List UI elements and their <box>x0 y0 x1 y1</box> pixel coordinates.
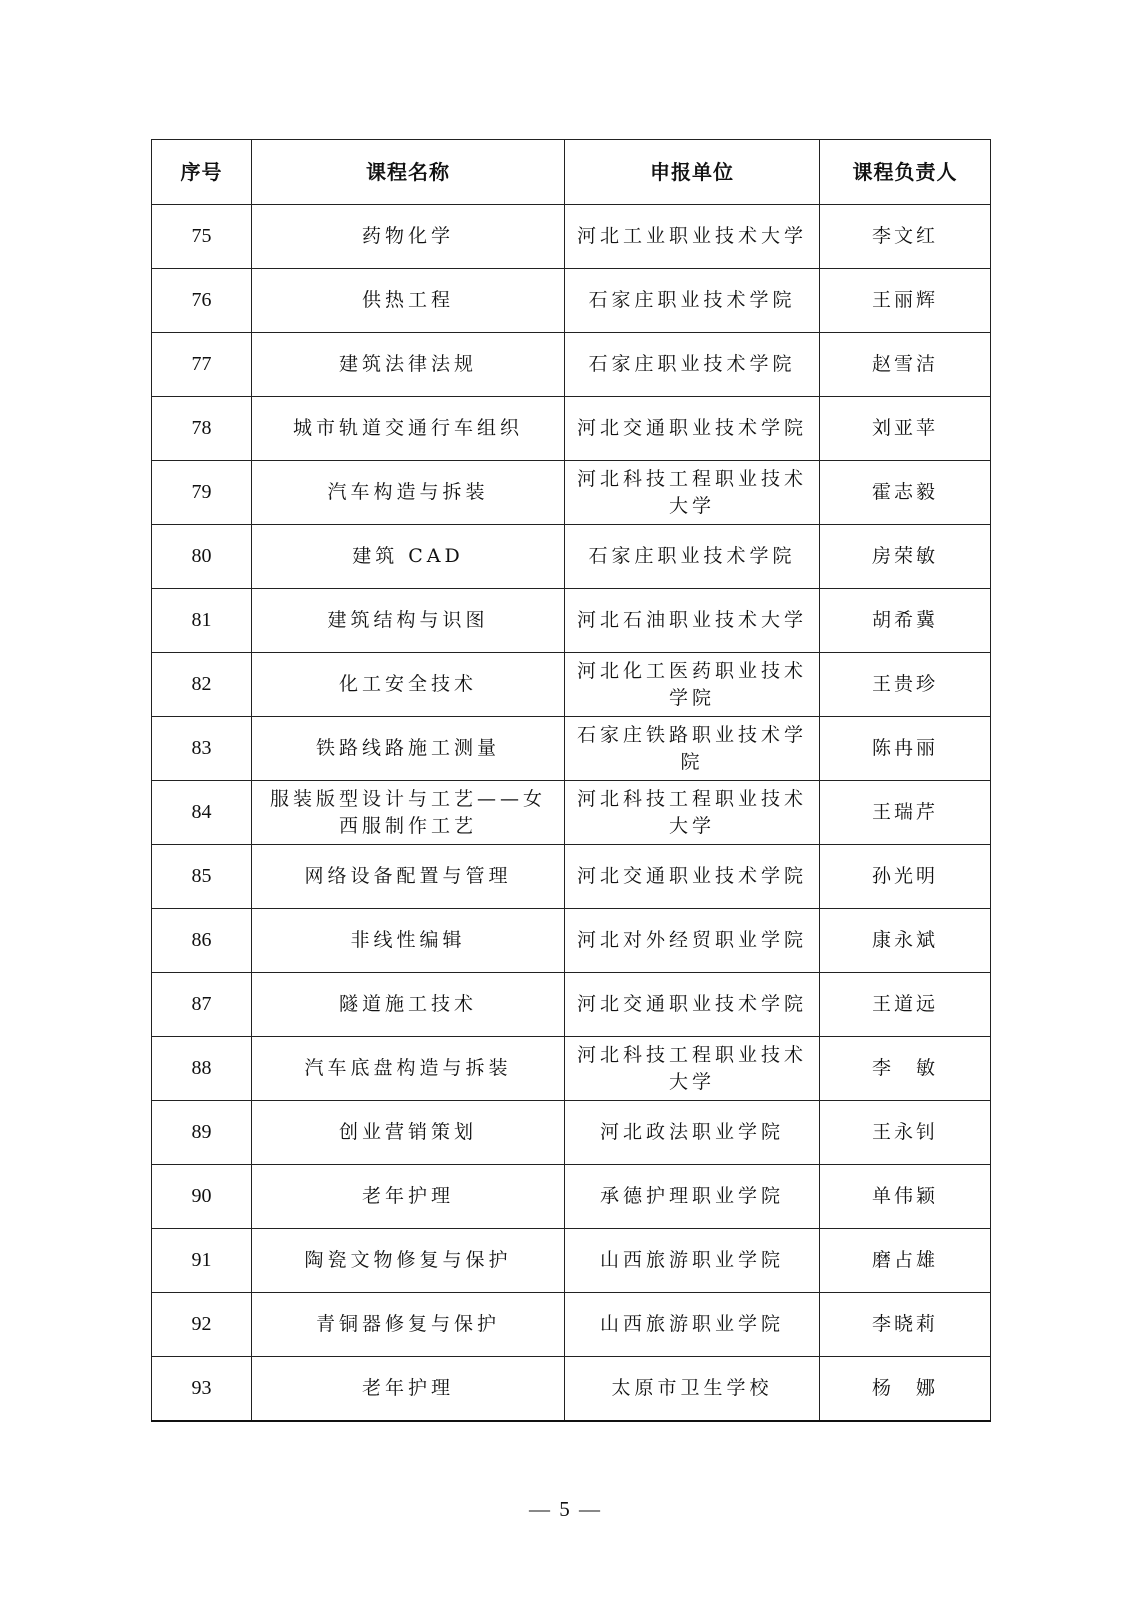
cell-course-name: 药物化学 <box>252 205 565 269</box>
cell-course-leader: 李晓莉 <box>820 1293 991 1357</box>
cell-applying-unit: 石家庄职业技术学院 <box>565 269 820 333</box>
cell-no: 86 <box>152 909 252 973</box>
cell-applying-unit: 河北科技工程职业技术大学 <box>565 461 820 525</box>
cell-no: 75 <box>152 205 252 269</box>
cell-applying-unit: 河北化工医药职业技术学院 <box>565 653 820 717</box>
cell-applying-unit: 河北工业职业技术大学 <box>565 205 820 269</box>
cell-course-leader: 陈冉丽 <box>820 717 991 781</box>
table-row <box>152 205 991 269</box>
cell-applying-unit: 河北科技工程职业技术大学 <box>565 1037 820 1101</box>
cell-no: 78 <box>152 397 252 461</box>
table-row <box>152 589 991 653</box>
cell-no: 82 <box>152 653 252 717</box>
cell-course-name: 非线性编辑 <box>252 909 565 973</box>
table-row <box>152 1293 991 1357</box>
cell-course-name: 城市轨道交通行车组织 <box>252 397 565 461</box>
table-row <box>152 397 991 461</box>
cell-applying-unit: 太原市卫生学校 <box>565 1357 820 1422</box>
cell-course-leader: 赵雪洁 <box>820 333 991 397</box>
cell-course-name: 供热工程 <box>252 269 565 333</box>
cell-applying-unit: 河北对外经贸职业学院 <box>565 909 820 973</box>
cell-no: 91 <box>152 1229 252 1293</box>
cell-course-name: 汽车构造与拆装 <box>252 461 565 525</box>
cell-course-leader: 王瑞芹 <box>820 781 991 845</box>
table-row <box>152 461 991 525</box>
page-number: — 5 — <box>529 1497 602 1521</box>
cell-course-name: 老年护理 <box>252 1357 565 1422</box>
table-row <box>152 717 991 781</box>
table-row <box>152 1357 991 1422</box>
cell-course-leader: 杨 娜 <box>820 1357 991 1422</box>
cell-course-name: 服装版型设计与工艺——女西服制作工艺 <box>252 781 565 845</box>
cell-course-leader: 王永钊 <box>820 1101 991 1165</box>
header-row <box>152 140 991 205</box>
cell-course-leader: 李文红 <box>820 205 991 269</box>
cell-course-name: 化工安全技术 <box>252 653 565 717</box>
cell-applying-unit: 河北交通职业技术学院 <box>565 973 820 1037</box>
cell-course-name: 青铜器修复与保护 <box>252 1293 565 1357</box>
table-row <box>152 1101 991 1165</box>
cell-course-leader: 胡希冀 <box>820 589 991 653</box>
header-course-name: 课程名称 <box>252 140 565 205</box>
cell-course-name: 汽车底盘构造与拆装 <box>252 1037 565 1101</box>
cell-no: 81 <box>152 589 252 653</box>
table-header <box>152 140 991 205</box>
cell-no: 84 <box>152 781 252 845</box>
course-table <box>151 139 991 1422</box>
cell-course-leader: 王道远 <box>820 973 991 1037</box>
cell-no: 93 <box>152 1357 252 1422</box>
cell-course-leader: 刘亚苹 <box>820 397 991 461</box>
table-body <box>152 205 991 1422</box>
table-row <box>152 1165 991 1229</box>
cell-applying-unit: 山西旅游职业学院 <box>565 1293 820 1357</box>
cell-course-leader: 康永斌 <box>820 909 991 973</box>
cell-no: 83 <box>152 717 252 781</box>
cell-course-name: 建筑结构与识图 <box>252 589 565 653</box>
cell-course-name: 陶瓷文物修复与保护 <box>252 1229 565 1293</box>
table-row <box>152 845 991 909</box>
cell-no: 89 <box>152 1101 252 1165</box>
cell-applying-unit: 山西旅游职业学院 <box>565 1229 820 1293</box>
cell-course-name: 铁路线路施工测量 <box>252 717 565 781</box>
table-row <box>152 1229 991 1293</box>
cell-applying-unit: 河北科技工程职业技术大学 <box>565 781 820 845</box>
table-row <box>152 909 991 973</box>
table-row <box>152 525 991 589</box>
header-no: 序号 <box>152 140 252 205</box>
cell-course-leader: 磨占雄 <box>820 1229 991 1293</box>
cell-course-name: 网络设备配置与管理 <box>252 845 565 909</box>
cell-course-leader: 单伟颖 <box>820 1165 991 1229</box>
cell-applying-unit: 石家庄铁路职业技术学院 <box>565 717 820 781</box>
cell-applying-unit: 河北政法职业学院 <box>565 1101 820 1165</box>
cell-no: 88 <box>152 1037 252 1101</box>
cell-no: 76 <box>152 269 252 333</box>
cell-course-name: 老年护理 <box>252 1165 565 1229</box>
cell-no: 92 <box>152 1293 252 1357</box>
cell-course-leader: 李 敏 <box>820 1037 991 1101</box>
cell-course-name: 建筑法律法规 <box>252 333 565 397</box>
cell-course-leader: 王丽辉 <box>820 269 991 333</box>
table-row <box>152 269 991 333</box>
cell-course-leader: 王贵珍 <box>820 653 991 717</box>
header-applying-unit: 申报单位 <box>565 140 820 205</box>
cell-applying-unit: 石家庄职业技术学院 <box>565 525 820 589</box>
cell-no: 90 <box>152 1165 252 1229</box>
cell-applying-unit: 石家庄职业技术学院 <box>565 333 820 397</box>
cell-no: 87 <box>152 973 252 1037</box>
cell-applying-unit: 河北交通职业技术学院 <box>565 397 820 461</box>
cell-applying-unit: 河北交通职业技术学院 <box>565 845 820 909</box>
table-row <box>152 333 991 397</box>
table-row <box>152 781 991 845</box>
cell-applying-unit: 承德护理职业学院 <box>565 1165 820 1229</box>
table-row <box>152 973 991 1037</box>
cell-no: 80 <box>152 525 252 589</box>
cell-course-name: 隧道施工技术 <box>252 973 565 1037</box>
header-course-leader: 课程负责人 <box>820 140 991 205</box>
table-row <box>152 1037 991 1101</box>
cell-course-name: 创业营销策划 <box>252 1101 565 1165</box>
cell-no: 85 <box>152 845 252 909</box>
cell-applying-unit: 河北石油职业技术大学 <box>565 589 820 653</box>
cell-no: 79 <box>152 461 252 525</box>
cell-no: 77 <box>152 333 252 397</box>
cell-course-leader: 房荣敏 <box>820 525 991 589</box>
table-row <box>152 653 991 717</box>
cell-course-leader: 孙光明 <box>820 845 991 909</box>
cell-course-leader: 霍志毅 <box>820 461 991 525</box>
cell-course-name: 建筑 CAD <box>252 525 565 589</box>
